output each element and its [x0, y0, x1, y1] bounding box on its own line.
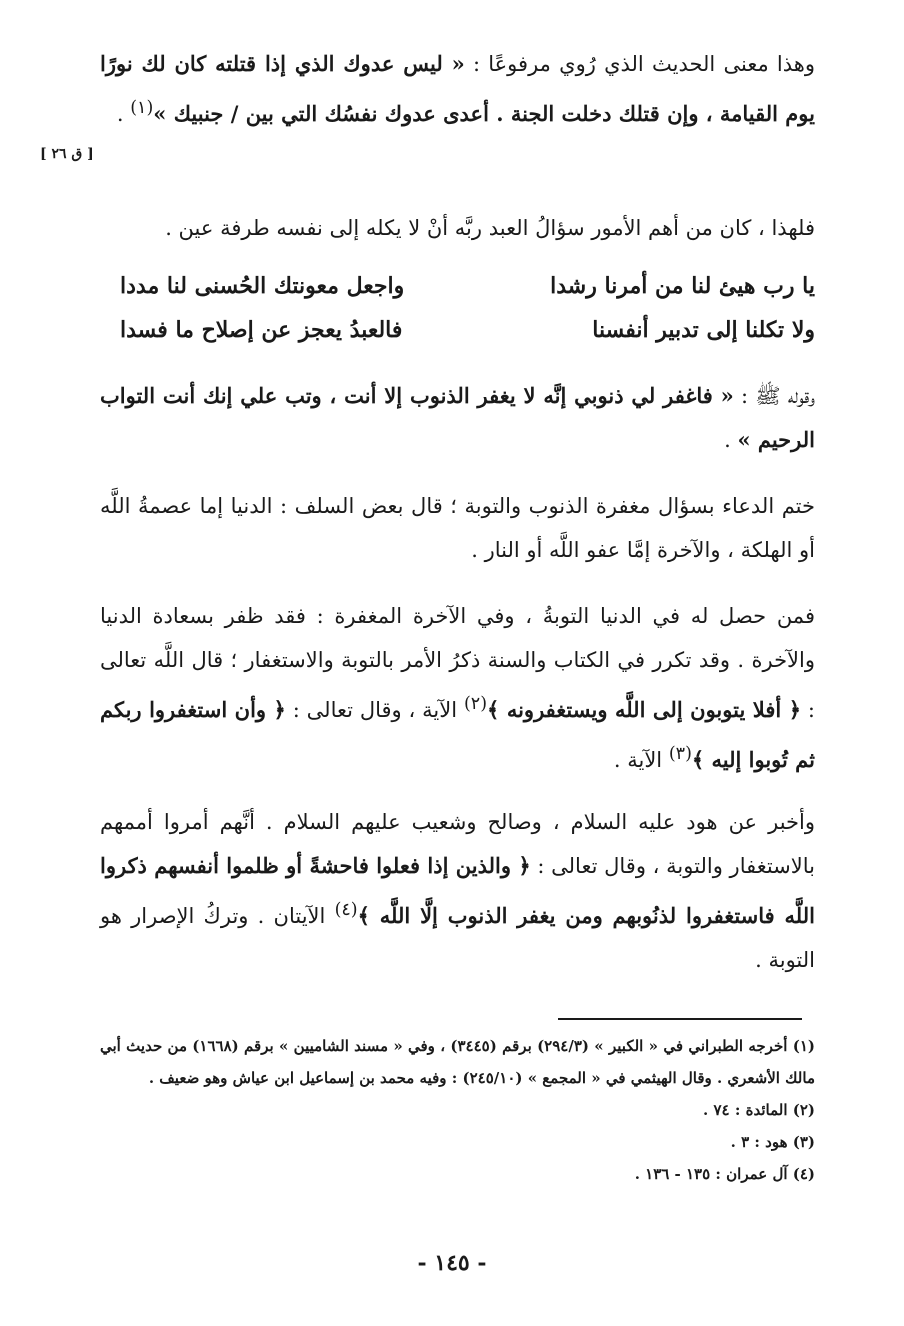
footnote-1: (١) أخرجه الطبراني في « الكبير » (٢٩٤/٣) برقم (٣٤٤٥) ، وفي « مسند الشاميين » برقم (١٦٦٨) من حديث أبي مالك الأشعري . وقال الهيثمي في « المجمع » (٢٤٥/١٠) : وفيه محمد بن إسماعيل ابن عياش وهو ضعيف .: [100, 1037, 815, 1087]
quran-quote-3: ﴿ والذين إذا فعلوا فاحشةً أو ظلموا أنفسهم ذكروا اللَّه فاستغفروا لذنُوبهم ومن يغفر الذنوب إلَّا اللَّه ﴾: [100, 853, 815, 928]
paragraph-salaf: ختم الدعاء بسؤال مغفرة الذنوب والتوبة ؛ قال بعض السلف : الدنيا إما عصمةُ اللَّه أو الهلكة ، والآخرة إمَّا عفو اللَّه أو النار .: [100, 494, 815, 562]
quran-quote-2: ﴿ وأن استغفروا ربكم ثم تُوبوا إليه ﴾: [100, 697, 815, 772]
prayer-quote: « فاغفر لي ذنوبي إنَّه لا يغفر الذنوب إلا أنت ، وتب علي إنك أنت التواب الرحيم »: [100, 383, 815, 452]
footnote-4: (٤) آل عمران : ١٣٥ - ١٣٦ .: [634, 1165, 815, 1183]
verse-1-first-hemistich: يا رب هيئ لنا من أمرنا رشدا: [550, 273, 815, 299]
verse-1-second-hemistich: واجعل معونتك الحُسنى لنا مددا: [120, 273, 405, 299]
footnote-3: (٣) هود : ٣ .: [730, 1133, 815, 1151]
paragraph-request: فلهذا ، كان من أهم الأمور سؤالُ العبد ربَّه أنْ لا يكله إلى نفسه طرفة عين .: [165, 216, 815, 240]
manuscript-folio-marker: [ ق ٢٦ ]: [40, 146, 94, 162]
hadith-quote: « ليس عدوك الذي إذا قتلته كان لك نورًا يوم القيامة ، وإن قتلك دخلت الجنة . أعدى عدوك نفسُك التي بين / جنبيك »: [100, 51, 815, 126]
quran-quote-1: ﴿ أفلا يتوبون إلى اللَّه ويستغفرونه ﴾: [487, 697, 802, 722]
paragraph-repentance-mid: الآية ، وقال تعالى :: [285, 698, 464, 722]
poetry-verses: [120, 264, 815, 352]
paragraph-repentance: [100, 594, 815, 782]
paragraph-repentance-end: الآية .: [613, 748, 669, 772]
footnote-ref-3: (٣): [668, 744, 692, 764]
paragraph-hadith: [100, 42, 815, 136]
paragraph-prayer-intro: وقوله ﷺ :: [733, 384, 816, 408]
verse-2-second-hemistich: فالعبدُ يعجز عن إصلاح ما فسدا: [120, 317, 403, 343]
footnotes: [100, 1030, 815, 1190]
paragraph-prayer-end: .: [724, 428, 738, 452]
paragraph-prophets: [100, 800, 815, 982]
paragraph-hadith-end: .: [116, 102, 131, 126]
paragraph-repentance-intro: فمن حصل له في الدنيا التوبةُ ، وفي الآخرة المغفرة : فقد ظفر بسعادة الدنيا والآخرة . وقد تكرر في الكتاب والسنة ذكرُ الأمر بالتوبة والاستغفار ؛ قال اللَّه تعالى :: [100, 604, 815, 722]
page-number: - ١٤٥ -: [417, 1250, 487, 1276]
footnote-ref-1: (١): [130, 98, 154, 118]
footnote-ref-4: (٤): [334, 900, 358, 920]
verse-line-2: [120, 308, 815, 352]
verse-2-first-hemistich: ولا تكلنا إلى تدبير أنفسنا: [592, 317, 815, 343]
paragraph-prophets-end: الآيتان . وتركُ الإصرار هو التوبة .: [100, 904, 815, 972]
paragraph-prophets-intro: وأخبر عن هود عليه السلام ، وصالح وشعيب عليهم السلام . أنَّهم أمروا أممهم بالاستغفار والتوبة ، وقال تعالى :: [100, 810, 815, 878]
paragraph-hadith-intro: وهذا معنى الحديث الذي رُوي مرفوعًا :: [464, 52, 815, 76]
footnote-2: (٢) المائدة : ٧٤ .: [703, 1101, 815, 1119]
paragraph-prayer: [100, 374, 815, 462]
verse-line-1: [120, 264, 815, 308]
footnote-ref-2: (٢): [463, 694, 488, 714]
footnote-divider: [558, 1018, 802, 1020]
